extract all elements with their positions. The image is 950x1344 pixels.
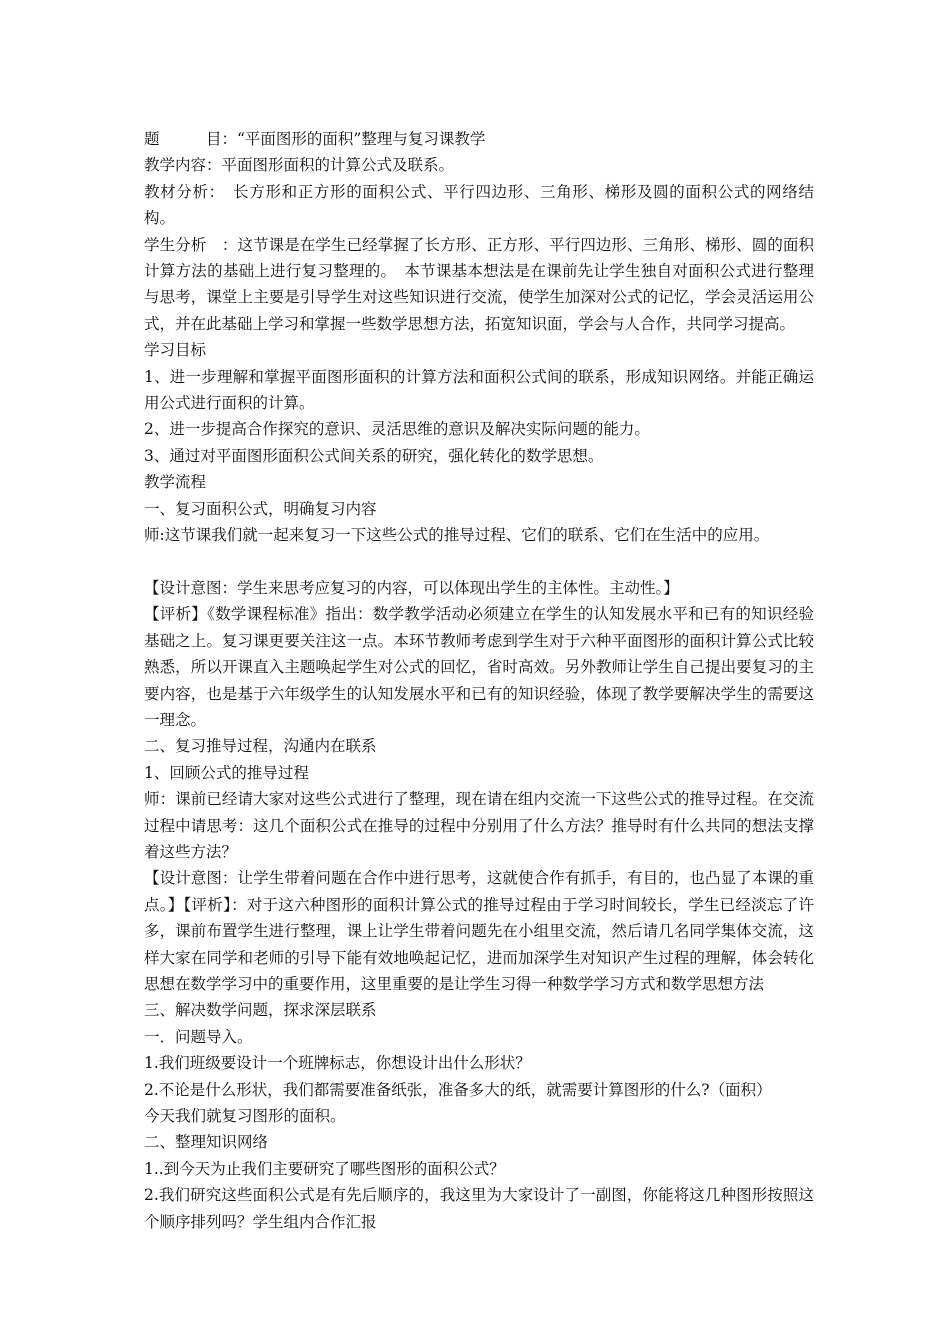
goal-item-1: 1、进一步理解和掌握平面图形面积的计算方法和面积公式间的联系，形成知识网络。并能正确运用公式进行面积的计算。 <box>144 367 814 413</box>
sub-heading-intro: 一．问题导入。 <box>144 1027 253 1046</box>
question-2: 2.不论是什么形状，我们都需要准备纸张，准备多大的纸，就需要计算图形的什么?（面积） <box>144 1080 772 1099</box>
section-heading-goals: 学习目标 <box>144 341 207 360</box>
network-question-2: 2.我们研究这些面积公式是有先后顺序的，我这里为大家设计了一副图，你能将这几种图形按照这个顺序排列吗？学生组内合作汇报 <box>144 1186 814 1231</box>
teacher-line-2: 师：课前已经请大家对这些公式进行了整理，现在请在组内交流一下这些公式的推导过程。在交流过程中请思考：这几个面积公式在推导的过程中分别用了什么方法？推导时有什么共同的想法支撑着这些方法？ <box>144 790 814 861</box>
question-1: 1.我们班级要设计一个班牌标志，你想设计出什么形状？ <box>144 1054 531 1073</box>
step-heading-2: 二、复习推导过程，沟通内在联系 <box>144 737 377 756</box>
document-body <box>144 126 814 1235</box>
teacher-line-1: 师:这节课我们就一起来复习一下这些公式的推导过程、它们的联系、它们在生活中的应用。 <box>144 526 770 545</box>
step-heading-3: 三、解决数学问题，探求深层联系 <box>144 1001 377 1020</box>
sub-heading-network: 二、整理知识网络 <box>144 1133 269 1152</box>
teaching-content: 教学内容：平面图形面积的计算公式及联系。 <box>144 156 455 175</box>
student-analysis: 学生分析 ：这节课是在学生已经掌握了长方形、正方形、平行四边形、三角形、梯形、圆的面积计算方法的基础上进行复习整理的。 本节课基本想法是在课前先让学生独自对面积公式进行整理与思考，课堂上主要是引导学生对这些知识进行交流，使学生加深对公式的记忆，学会灵活运用公式，并在此基础上学习和掌握一些数学思想方法，拓宽知识面，学会与人合作，共同学习提高。 <box>144 235 814 333</box>
design-intent-1: 【设计意图：学生来思考应复习的内容，可以体现出学生的主体性。主动性。】 <box>144 578 679 597</box>
network-question-1: 1..到今天为止我们主要研究了哪些图形的面积公式？ <box>144 1159 505 1178</box>
commentary-1: 【评析】《数学课程标准》指出：数学教学活动必须建立在学生的认知发展水平和已有的知识经验基础之上。复习课更要关注这一点。本环节教师考虑到学生对于六种平面图形的面积计算公式比较熟悉，所以开课直入主题唤起学生对公式的回忆，省时高效。另外教师让学生自己提出要复习的主要内容，也是基于六年级学生的认知发展水平和已有的知识经验，体现了教学要解决学生的需要这一理念。 <box>144 605 814 729</box>
goal-item-2: 2、进一步提高合作探究的意识、灵活思维的意识及解决实际问题的能力。 <box>144 420 650 439</box>
title-line: 题 目：“平面图形的面积”整理与复习课教学 <box>144 130 486 148</box>
textbook-analysis: 教材分析： 长方形和正方形的面积公式、平行四边形、三角形、梯形及圆的面积公式的网络结构。 <box>144 182 814 228</box>
design-intent-2: 【设计意图：让学生带着问题在合作中进行思考，这就使合作有抓手，有目的，也凸显了本课的重点。】【评析】：对于这六种图形的面积计算公式的推导过程由于学习时间较长，学生已经淡忘了许多，课前布置学生进行整理，课上让学生带着问题先在小组里交流，然后请几名同学集体交流，这样大家在同学和老师的引导下能有效地唤起记忆，进而加深学生对知识产生过程的理解，体会转化思想在数学学习中的重要作用，这里重要的是让学生习得一种数学学习方式和数学思想方法 <box>144 869 814 993</box>
step-heading-1: 一、复习面积公式，明确复习内容 <box>144 499 377 518</box>
blank-line <box>144 549 814 575</box>
sub-heading-derivation: 1、回顾公式的推导过程 <box>144 763 309 782</box>
goal-item-3: 3、通过对平面图形面积公式间关系的研究，强化转化的数学思想。 <box>144 446 604 465</box>
section-heading-process: 教学流程 <box>144 473 207 492</box>
review-line: 今天我们就复习图形的面积。 <box>144 1107 346 1126</box>
